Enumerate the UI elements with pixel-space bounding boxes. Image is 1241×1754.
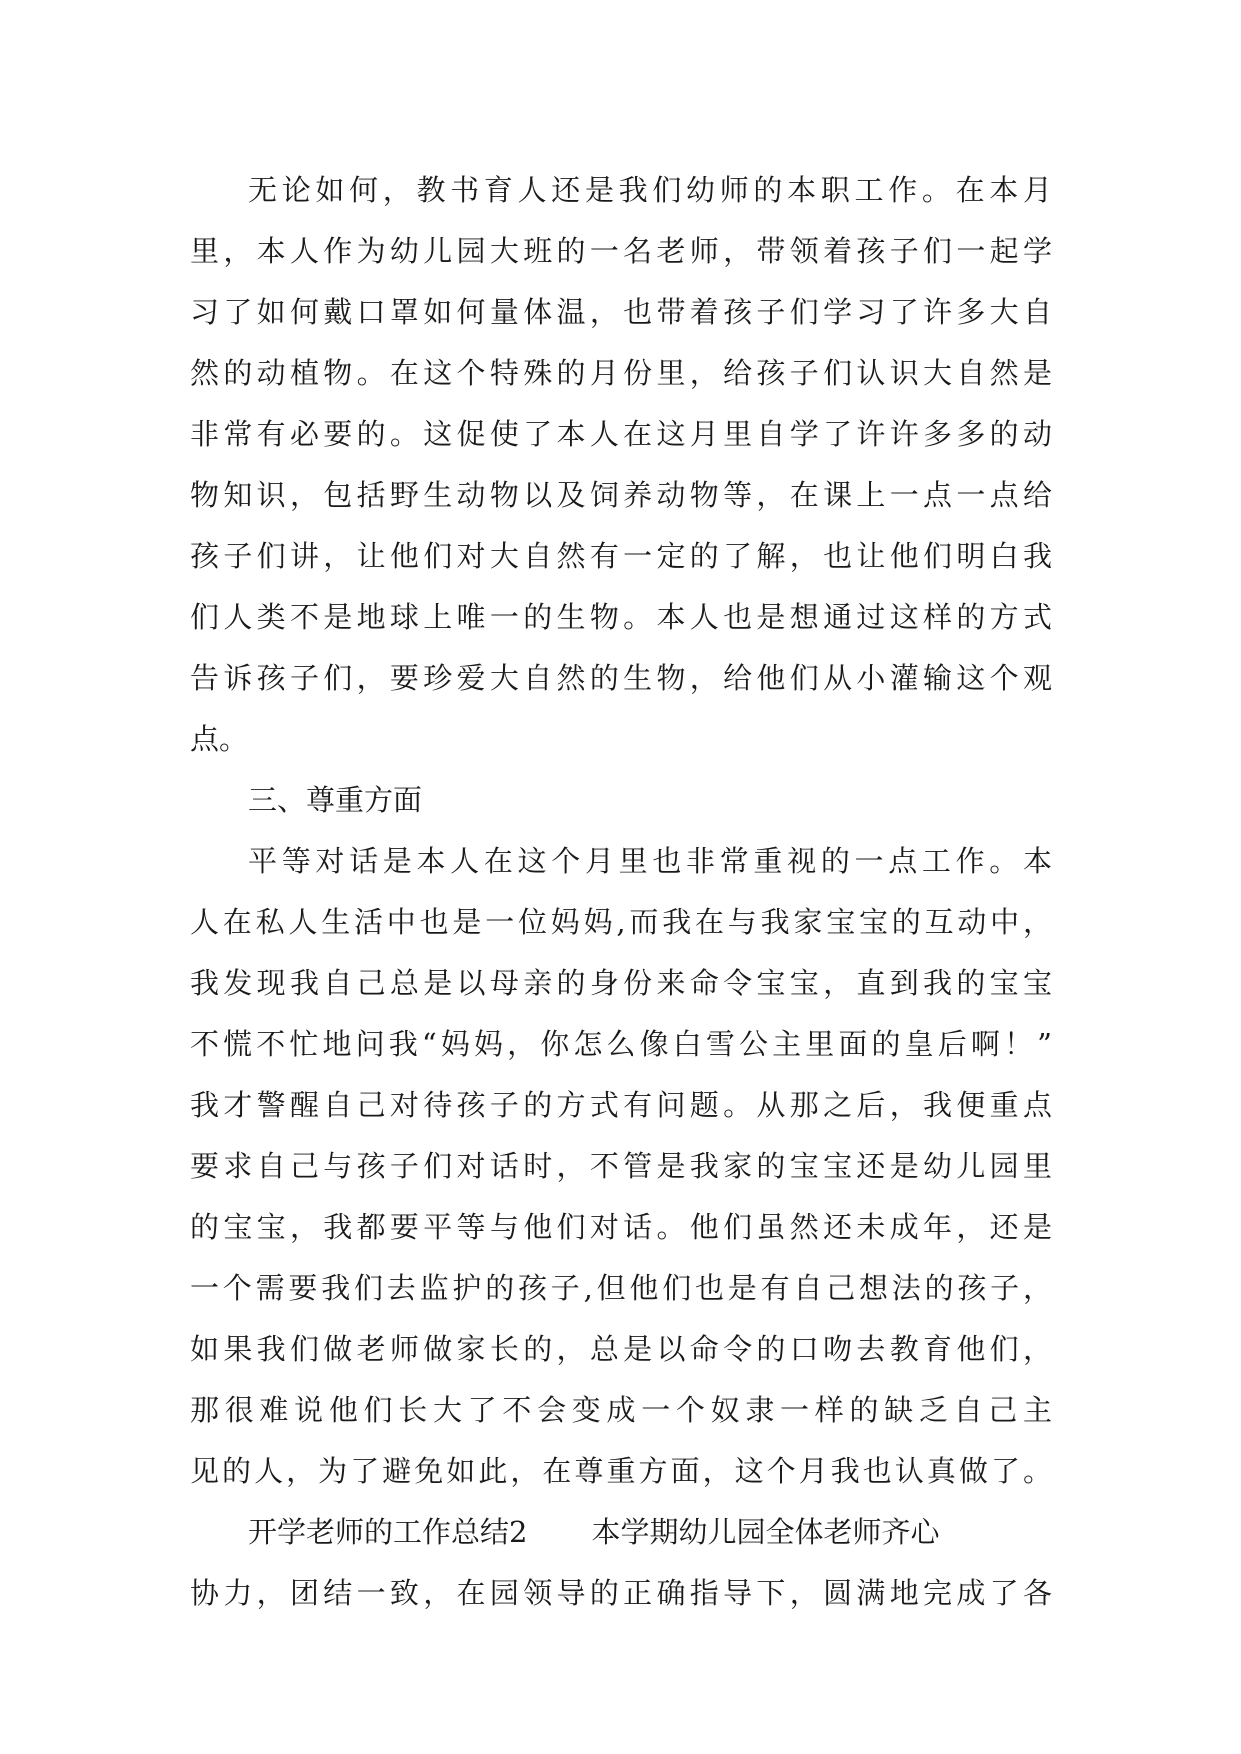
text-line: 那很难说他们长大了不会变成一个奴隶一样的缺乏自己主: [190, 1393, 1052, 1427]
text-line: 们人类不是地球上唯一的生物。本人也是想通过这样的方式: [190, 600, 1052, 634]
paragraph-1: [190, 160, 1052, 770]
text-line: 的宝宝，我都要平等与他们对话。他们虽然还未成年，还是: [190, 1210, 1052, 1244]
paragraph-3: [190, 1502, 1052, 1624]
text-line: 协力，团结一致，在园领导的正确指导下，圆满地完成了各: [190, 1576, 1052, 1610]
text-line: 我发现我自己总是以母亲的身份来命令宝宝，直到我的宝宝: [190, 966, 1052, 1000]
text-line: 我才警醒自己对待孩子的方式有问题。从那之后，我便重点: [190, 1088, 1052, 1122]
text-line: 不慌不忙地问我“妈妈，你怎么像白雪公主里面的皇后啊！”: [190, 1027, 1052, 1061]
text-line: 点。: [190, 722, 249, 756]
paragraph-2: [190, 831, 1052, 1502]
summary-text: 本学期幼儿园全体老师齐心: [591, 1515, 940, 1549]
text-line: 习了如何戴口罩如何量体温，也带着孩子们学习了许多大自: [190, 295, 1052, 329]
text-line: [190, 1502, 1052, 1563]
text-line: 一个需要我们去监护的孩子,但他们也是有自己想法的孩子，: [190, 1271, 1052, 1305]
text-line: 要求自己与孩子们对话时，不管是我家的宝宝还是幼儿园里: [190, 1149, 1052, 1183]
document-body: [190, 160, 1052, 1624]
text-line: 人在私人生活中也是一位妈妈,而我在与我家宝宝的互动中，: [190, 905, 1052, 939]
text-line: 告诉孩子们，要珍爱大自然的生物，给他们从小灌输这个观: [190, 661, 1052, 695]
summary-title: 开学老师的工作总结2: [248, 1515, 528, 1549]
text-line: 平等对话是本人在这个月里也非常重视的一点工作。本: [248, 844, 1052, 878]
section-heading: 三、尊重方面: [248, 783, 423, 817]
text-line: 物知识，包括野生动物以及饲养动物等，在课上一点一点给: [190, 478, 1052, 512]
text-line: 然的动植物。在这个特殊的月份里，给孩子们认识大自然是: [190, 356, 1052, 390]
text-line: 如果我们做老师做家长的，总是以命令的口吻去教育他们，: [190, 1332, 1052, 1366]
text-line: 无论如何，教书育人还是我们幼师的本职工作。在本月: [248, 173, 1052, 207]
text-line: 见的人，为了避免如此，在尊重方面，这个月我也认真做了。: [190, 1454, 1052, 1488]
text-line: 非常有必要的。这促使了本人在这月里自学了许许多多的动: [190, 417, 1052, 451]
text-line: 里，本人作为幼儿园大班的一名老师，带领着孩子们一起学: [190, 234, 1052, 268]
text-line: 孩子们讲，让他们对大自然有一定的了解，也让他们明白我: [190, 539, 1052, 573]
